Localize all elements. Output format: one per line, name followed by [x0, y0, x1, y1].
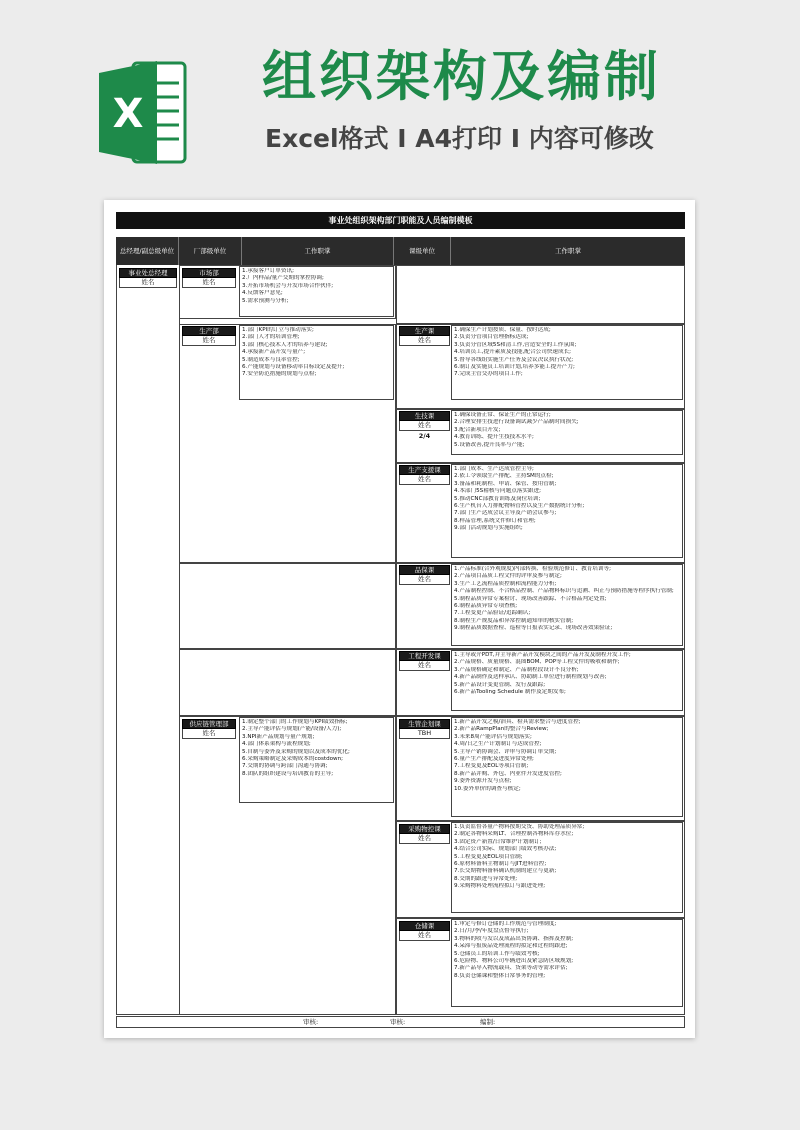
section-tag-support: 生产支援课	[399, 465, 450, 475]
header-section-level: 课级单位	[394, 237, 451, 265]
section-name-tech: 姓名	[399, 421, 450, 431]
duties-qa-section: 1.产品标准(合外观规度)内部转换、检验规范修订、教育培训等; 2.产品项目品质工程文件的评审及参与制定; 3.生产工艺流程品质控制和流程能力分析; 4.产品制程控制、不合格品控制、产品物料标识与追溯、纠正与预防措施等程序执行管制; 5.制程品质异常专案检讨、现场改善跟踪、不合格品判定处置; 6.制程品质异常专项查核; 7.工程变更产品验证/追踪确认; 8.制程生产规度品和异常控制通知单的核实管制; 9.制程品质数据查检、巡检等日报表实记录、现场改善效果验证;	[451, 564, 683, 646]
duties-tech-section: 1.确保设备正常、保证生产的正常运行; 2.合理安排生技进行设备调试减少产品制时间损失; 3.配合新项目开发; 4.教育训练、提升生技技术水平; 5.设备改善,提升良率与产能;	[451, 410, 683, 455]
logo-letter: X	[112, 91, 144, 137]
duties-production-section: 1.确保生产计划按质、保量、按时达成; 2.负责分管项目管理指标达成; 3.负责分管区域5S和清工作,营造安全的工作氛围; 4.培训员工,提升素质及技能,配合公司快速成长; 5.督导各线组实施生产任务及会议决议执行状况; 6.制订及实施员工培训计划,培养多能工提升产力; 7.完成主管交办的项目工作;	[451, 325, 683, 400]
section-name-qa: 姓名	[399, 575, 450, 585]
section-name-planning: TBH	[399, 729, 450, 739]
sheet-title: 事业处组织架构部门职能及人员编制模板	[116, 212, 685, 229]
section-tag-planning: 生管企划课	[399, 719, 450, 729]
section-tag-qa: 品保课	[399, 565, 450, 575]
duties-warehouse-section: 1.审定与修订仓储的工作规范与管理制度; 2.日/月/季/年度盘点督导执行; 3.物料的收与发以及成品出货协调、指挥及控制; 4.呆滞与报废品处理流程的拟定和过程的跟进; 5.仓储员工的培训工作与绩效考核; 6.危险物、物料公司车辆进出及紧急防区域规划; 7.新产品导入物流载具、货架等动等需求评估; 8.负责仓储课和整体日常事务的管理;	[451, 919, 683, 1007]
dept-block-blank-2	[179, 649, 396, 716]
dept-name-production: 姓名	[182, 336, 236, 346]
dept-name-market: 姓名	[182, 278, 236, 288]
dept-tag-market: 市场部	[182, 268, 236, 278]
excel-logo-icon	[99, 55, 187, 170]
section-name-warehouse: 姓名	[399, 931, 450, 941]
author-label: 编制:	[480, 1018, 496, 1026]
section-name-purchasing: 姓名	[399, 834, 450, 844]
review-label-2: 审核:	[390, 1018, 406, 1026]
duties-planning-section: 1.新产品开发之模/治具、检具需求整合与进度管控; 2.新产品RampPlan的整合与Review; 3.未来8周产能评估与规划落实; 4.周/日之生产计划制订与达成管控; 5.主导产销协调会、评审与协调订单交期; 6.量产生产排配及进度异常处理; 7.工程变更及EOL等项目管制; 8.新产品并购、外包、内业件开发进度管控; 9.委外资源开发与点检; 10.委外单价的调查与核定;	[451, 717, 683, 817]
section-tag-engineering: 工程开发课	[399, 651, 450, 661]
section-tag-warehouse: 仓储课	[399, 921, 450, 931]
duties-purchasing-section: 1.负责监督各量产物料按期交货、协助处理品质异常; 2.制定各物料采购LT、合理控制各物料库存水位; 3.固定资产新置/日常维护计划制订; 4.结合公司实际、规划部门绩效考核办法; 5.工程变更及EOL项目管制; 6.原材料备料主物制订与JIT进料管控; 7.长交期物料备料确认机制的建立与更新; 8.交期的跟进与异常处理; 9.采购物料处理流程拟订与跟进处理;	[451, 822, 683, 913]
dept-name-supply-chain: 姓名	[182, 729, 236, 739]
banner-subtitle: Excel格式 I A4打印 I 内容可修改	[265, 124, 654, 153]
section-tag-tech: 生技课	[399, 411, 450, 421]
section-tag-production: 生产课	[399, 326, 450, 336]
dept-block-blank-1	[179, 563, 396, 649]
duties-market: 1.承接客户订单资讯; 2.厂内样品/量产交期的掌控协调; 3.开拓市场机会与开发市场合作伙伴; 4.反馈客户意见; 5.需求预测与分析;	[239, 266, 394, 317]
gm-name: 姓名	[119, 278, 177, 288]
section-tag-purchasing: 采购物控课	[399, 824, 450, 834]
header-factory-level: 厂部级单位	[179, 237, 242, 265]
duties-production: 1.部门KPI的订立与推动落实; 2.部门人才的培训管理; 3.部门核心技术人才的培养与建设; 4.承接新产品开发与量产; 5.制造成本与良率管控; 6.产能规划与设备移动率目标设定及提升; 7.安全防范措施的规划与点检;	[239, 325, 394, 400]
section-name-production: 姓名	[399, 336, 450, 346]
section-headcount-tech: 2/4	[418, 432, 431, 440]
org-chart-table	[116, 212, 685, 1032]
section-name-support: 姓名	[399, 475, 450, 485]
header-duties-section: 工作职掌	[451, 237, 685, 265]
gm-tag: 事业处总经理	[119, 268, 177, 278]
banner-title: 组织架构及编制	[262, 45, 661, 108]
section-block-blank	[396, 265, 685, 324]
header-duties-factory: 工作职掌	[242, 237, 394, 265]
dept-tag-supply-chain: 供应链管理部	[182, 719, 236, 729]
section-name-engineering: 姓名	[399, 661, 450, 671]
review-label-1: 审核:	[303, 1018, 319, 1026]
duties-supply-chain: 1.制定整个部门的工作规划与KPI绩效指标; 2.主导产能评估与规划(产能/设备/人力); 3.NPI新产品规划与量产规划; 4.部门体系架构与流程规划; 5.自制与委外及采购的规划以及成本的优化; 6.采购策略制定及采购成本的costdown; 7.交期的协调与跨部门沟通与协调; 8.团队的组织建设与培训教育的主导;	[239, 717, 394, 803]
duties-engineering-section: 1.主导或介PDT,并主导新产品开发模块之间的产品开发及制程开发工作; 2.产品规格、质量规格、混图BOM、POP等工程文件的吸收和制作; 3.产品规格确定和制定、产品制程段设计不良分析; 4.新产品制作及送样承认、协助制工单位进行制程规划与改善; 5.新产品设计变更管制、发行及跟踪; 6.新产品Tooling Schedule 制作及定期发布;	[451, 650, 683, 711]
duties-support-section: 1.部门成本、生产达成管控主导; 2.依工令领取生产排配、主持SM的点检; 3.备品和耗制程、申请、保管、按用管制; 4.本部门5S稽核与问题点落实跟进; 5.推动CNC部教育训练及岗位培训; 6.生产机台人力排配物料管控以及生产数据统计分析; 7.部门生产达成会议主导及产销会议参与; 8.样品管理,系统文件修订和管理; 9.部门活动规划与实施组织;	[451, 464, 683, 558]
header-gm-level: 总经理/副总级单位	[116, 237, 179, 265]
dept-tag-production: 生产部	[182, 326, 236, 336]
